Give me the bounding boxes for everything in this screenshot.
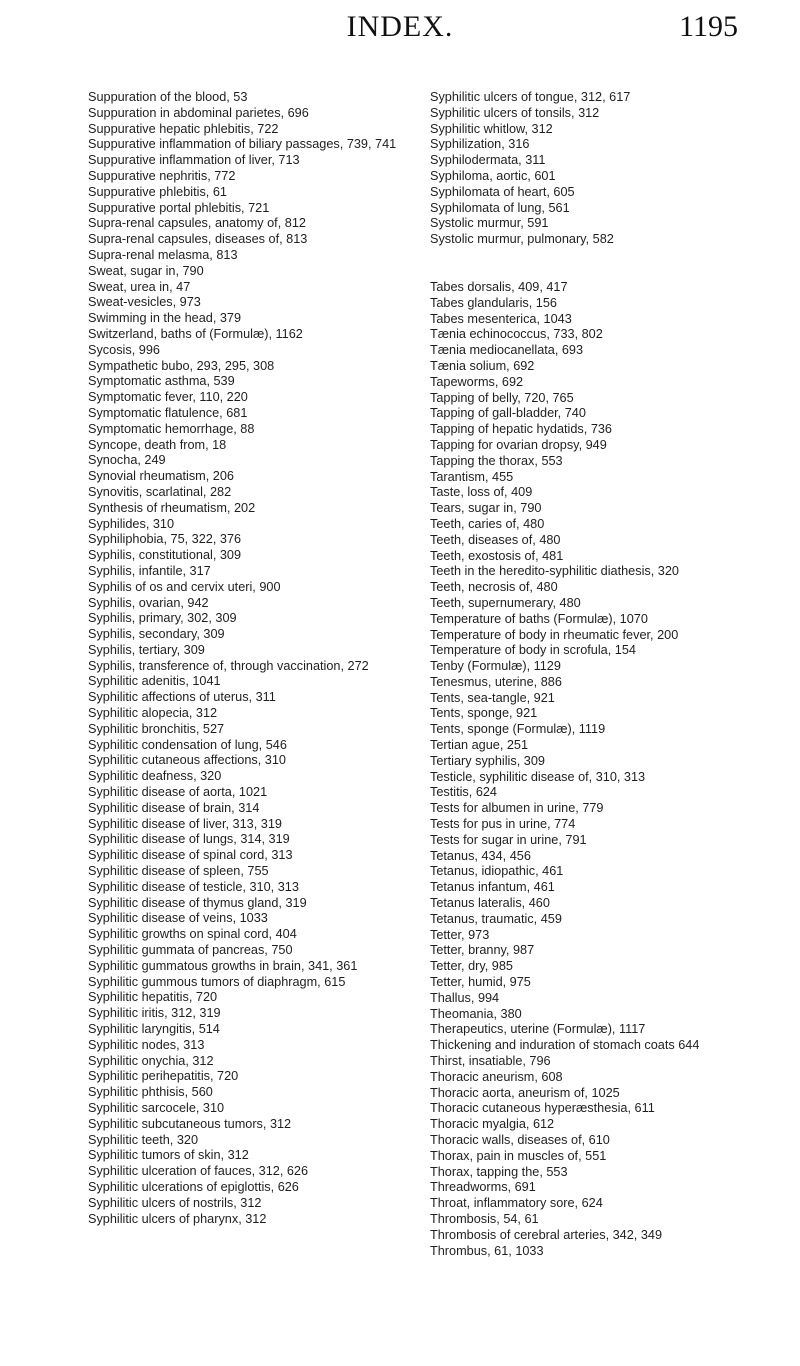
index-entry: Thoracic aneurism, 608 — [430, 1069, 563, 1084]
index-entry: Thorax, pain in muscles of, 551 — [430, 1148, 607, 1163]
index-entry: Syphilitic condensation of lung, 546 — [88, 737, 287, 752]
index-entry: Tapping for ovarian dropsy, 949 — [430, 437, 607, 452]
index-entry: Suppurative phlebitis, 61 — [88, 184, 227, 199]
index-entry: Tetanus, 434, 456 — [430, 848, 531, 863]
index-entry: Syphilitic disease of testicle, 310, 313 — [88, 879, 299, 894]
index-entry: Synocha, 249 — [88, 453, 166, 468]
index-entry: Suppurative inflammation of biliary passages, 739, 741 — [88, 137, 397, 152]
index-entry: Supra-renal melasma, 813 — [88, 247, 238, 262]
index-entry: Syphilitic growths on spinal cord, 404 — [88, 927, 297, 942]
index-entry: Tapping the thorax, 553 — [430, 453, 563, 468]
index-entry: Syphilitic disease of thymus gland, 319 — [88, 895, 307, 910]
index-entry: Syphilomata of lung, 561 — [430, 200, 570, 215]
index-entry: Syphilitic ulceration of fauces, 312, 626 — [88, 1164, 309, 1179]
index-entry: Syphilitic disease of spinal cord, 313 — [88, 848, 293, 863]
index-entry: Teeth, necrosis of, 480 — [430, 580, 558, 595]
index-entry: Syphilitic disease of veins, 1033 — [88, 911, 268, 926]
index-entry: Syphilides, 310 — [88, 516, 175, 531]
index-entry: Syphilitic cutaneous affections, 310 — [88, 753, 286, 768]
index-entry: Syphilis, ovarian, 942 — [88, 595, 209, 610]
index-entry: Syphilitic gummous tumors of diaphragm, 615 — [88, 974, 346, 989]
index-entry: Syphilitic gummata of pancreas, 750 — [88, 943, 293, 958]
index-entry: Synovitis, scarlatinal, 282 — [88, 484, 232, 499]
section-gap — [430, 248, 768, 280]
index-entry: Tests for pus in urine, 774 — [430, 817, 576, 832]
index-entry: Suppurative hepatic phlebitis, 722 — [88, 121, 279, 136]
index-entry: Symptomatic asthma, 539 — [88, 374, 235, 389]
index-entry: Tænia solium, 692 — [430, 358, 535, 373]
index-entry: Syphilis, tertiary, 309 — [88, 642, 205, 657]
index-entry: Syphilitic ulcers of tongue, 312, 617 — [430, 90, 631, 104]
index-entry: Systolic murmur, pulmonary, 582 — [430, 232, 614, 247]
index-entry: Syphiliphobia, 75, 322, 376 — [88, 532, 242, 547]
index-entry: Temperature of body in rheumatic fever, 200 — [430, 627, 679, 642]
index-entry: Tests for sugar in urine, 791 — [430, 832, 587, 847]
index-section-s — [430, 90, 768, 248]
index-entry: Syphilitic tumors of skin, 312 — [88, 1148, 249, 1163]
index-entry: Syphilitic ulcers of tonsils, 312 — [430, 105, 600, 120]
index-entry: Teeth, exostosis of, 481 — [430, 548, 564, 563]
index-entry: Syphilitic laryngitis, 514 — [88, 1022, 220, 1037]
index-column-left — [88, 90, 424, 1259]
index-entry: Syphilis of os and cervix uteri, 900 — [88, 579, 281, 594]
index-entry: Thallus, 994 — [430, 990, 500, 1005]
index-entry: Tapping of hepatic hydatids, 736 — [430, 422, 612, 437]
index-entry: Thoracic aorta, aneurism of, 1025 — [430, 1085, 620, 1100]
index-entry: Syphilis, secondary, 309 — [88, 627, 225, 642]
index-entry: Syphilitic ulcerations of epiglottis, 626 — [88, 1179, 299, 1194]
index-entry: Suppuration in abdominal parietes, 696 — [88, 105, 309, 120]
index-entry: Syphilitic ulcers of nostrils, 312 — [88, 1195, 262, 1210]
index-entry: Thirst, insatiable, 796 — [430, 1054, 551, 1069]
index-entry: Syphiloma, aortic, 601 — [430, 168, 556, 183]
index-entry: Syphilitic onychia, 312 — [88, 1053, 214, 1068]
index-entry: Temperature of body in scrofula, 154 — [430, 643, 636, 658]
index-entry: Syphilitic phthisis, 560 — [88, 1085, 213, 1100]
index-entry: Suppurative nephritis, 772 — [88, 168, 236, 183]
index-entry: Syphilitic gummatous growths in brain, 341, 361 — [88, 958, 358, 973]
index-entry: Tapping of belly, 720, 765 — [430, 390, 574, 405]
index-entry: Thorax, tapping the, 553 — [430, 1164, 568, 1179]
index-entry: Thrombus, 61, 1033 — [430, 1243, 544, 1258]
index-entry: Syphilis, constitutional, 309 — [88, 548, 242, 563]
index-entry: Teeth in the heredito-syphilitic diathesis, 320 — [430, 564, 679, 579]
index-column-right — [430, 90, 768, 1259]
index-entry: Synovial rheumatism, 206 — [88, 469, 234, 484]
page-header — [0, 10, 800, 46]
index-entry: Tapping of gall-bladder, 740 — [430, 406, 586, 421]
index-entry: Teeth, supernumerary, 480 — [430, 595, 581, 610]
index-entry: Tabes glandularis, 156 — [430, 295, 557, 310]
index-entry: Tapeworms, 692 — [430, 374, 524, 389]
index-entry: Thoracic walls, diseases of, 610 — [430, 1133, 610, 1147]
index-entry: Syphilitic perihepatitis, 720 — [88, 1069, 239, 1084]
index-entry: Suppurative portal phlebitis, 721 — [88, 200, 270, 215]
index-entry: Thrombosis of cerebral arteries, 342, 349 — [430, 1227, 663, 1242]
index-entry: Systolic murmur, 591 — [430, 216, 549, 231]
index-entry: Testicle, syphilitic disease of, 310, 313 — [430, 769, 646, 784]
index-entry: Syphilomata of heart, 605 — [430, 184, 575, 199]
index-entry: Symptomatic fever, 110, 220 — [88, 390, 248, 405]
index-entry: Sympathetic bubo, 293, 295, 308 — [88, 358, 275, 373]
index-entry: Sweat, sugar in, 790 — [88, 263, 204, 278]
index-entry: Tests for albumen in urine, 779 — [430, 801, 604, 816]
index-entry: Syncope, death from, 18 — [88, 437, 227, 452]
index-entry: Swimming in the head, 379 — [88, 311, 242, 326]
index-entry: Syphilitic disease of lungs, 314, 319 — [88, 832, 290, 847]
index-entry: Syphilitic ulcers of pharynx, 312 — [88, 1211, 267, 1226]
index-entry: Tenesmus, uterine, 886 — [430, 674, 562, 689]
index-entry: Tents, sponge (Formulæ), 1119 — [430, 722, 606, 737]
index-entry: Threadworms, 691 — [430, 1180, 536, 1195]
index-entry: Syphilitic affections of uterus, 311 — [88, 690, 276, 705]
index-entry: Syphilitic disease of brain, 314 — [88, 800, 260, 815]
index-entry: Tetanus lateralis, 460 — [430, 896, 550, 911]
index-entry: Synthesis of rheumatism, 202 — [88, 500, 256, 515]
index-entry: Temperature of baths (Formulæ), 1070 — [430, 611, 648, 626]
index-entry: Switzerland, baths of (Formulæ), 1162 — [88, 326, 303, 341]
index-entry: Tetanus, idiopathic, 461 — [430, 864, 564, 879]
index-entry: Supra-renal capsules, anatomy of, 812 — [88, 216, 306, 231]
index-entry: Thoracic myalgia, 612 — [430, 1117, 555, 1132]
index-entry: Syphilitic whitlow, 312 — [430, 121, 553, 136]
index-entry: Tarantism, 455 — [430, 469, 514, 484]
index-columns — [88, 90, 768, 1259]
index-entry: Tetter, branny, 987 — [430, 943, 535, 958]
index-entry: Tabes dorsalis, 409, 417 — [430, 279, 568, 294]
index-entry: Tetter, humid, 975 — [430, 975, 531, 990]
index-entry: Theomania, 380 — [430, 1006, 522, 1021]
index-entry: Syphilization, 316 — [430, 137, 530, 152]
index-entry: Syphilitic subcutaneous tumors, 312 — [88, 1116, 292, 1131]
index-entry: Syphilitic hepatitis, 720 — [88, 990, 218, 1005]
index-entry: Syphilitic deafness, 320 — [88, 769, 222, 784]
index-entry: Syphilitic alopecia, 312 — [88, 706, 218, 721]
index-entry: Syphilitic disease of spleen, 755 — [88, 864, 269, 879]
index-entry: Tetter, 973 — [430, 927, 490, 942]
index-entry: Throat, inflammatory sore, 624 — [430, 1196, 603, 1211]
index-entry: Thoracic cutaneous hyperæsthesia, 611 — [430, 1101, 655, 1116]
index-entry: Syphilitic iritis, 312, 319 — [88, 1006, 221, 1021]
index-entry: Tears, sugar in, 790 — [430, 501, 542, 516]
index-entry: Tetter, dry, 985 — [430, 959, 513, 974]
index-entry: Syphilis, transference of, through vaccination, 272 — [88, 658, 369, 673]
index-entry: Sycosis, 996 — [88, 342, 160, 357]
index-entry: Tenby (Formulæ), 1129 — [430, 659, 561, 674]
index-entry: Symptomatic hemorrhage, 88 — [88, 421, 255, 436]
index-entry: Syphilitic bronchitis, 527 — [88, 721, 225, 736]
index-entry: Tertian ague, 251 — [430, 738, 529, 753]
index-entry: Suppurative inflammation of liver, 713 — [88, 153, 300, 168]
index-entry: Tertiary syphilis, 309 — [430, 753, 545, 768]
index-entry: Sweat, urea in, 47 — [88, 279, 191, 294]
index-entry: Tabes mesenterica, 1043 — [430, 311, 572, 326]
index-entry: Therapeutics, uterine (Formulæ), 1117 — [430, 1022, 646, 1037]
index-entry: Tetanus infantum, 461 — [430, 880, 555, 895]
index-entry: Tents, sea-tangle, 921 — [430, 690, 555, 705]
index-entry: Tænia echinococcus, 733, 802 — [430, 327, 603, 342]
index-entry: Thrombosis, 54, 61 — [430, 1211, 539, 1226]
page-number: 1195 — [679, 10, 738, 43]
index-entry: Syphilitic disease of liver, 313, 319 — [88, 816, 282, 831]
index-entry: Tænia mediocanellata, 693 — [430, 343, 584, 358]
index-entry: Tents, sponge, 921 — [430, 706, 538, 721]
index-entry: Syphilitic sarcocele, 310 — [88, 1101, 225, 1115]
index-entry: Taste, loss of, 409 — [430, 485, 533, 500]
index-entry: Syphilitic nodes, 313 — [88, 1037, 205, 1052]
index-entry: Syphilis, primary, 302, 309 — [88, 611, 237, 626]
index-entry: Symptomatic flatulence, 681 — [88, 405, 248, 420]
index-entry: Teeth, caries of, 480 — [430, 516, 545, 531]
index-entry: Syphilitic teeth, 320 — [88, 1132, 199, 1147]
index-entry: Thickening and induration of stomach coats 644 — [430, 1038, 700, 1053]
index-entry: Syphilis, infantile, 317 — [88, 563, 211, 578]
index-section-t — [430, 280, 768, 1259]
index-entry: Syphilitic disease of aorta, 1021 — [88, 785, 268, 800]
index-entry: Suppuration of the blood, 53 — [88, 90, 248, 104]
index-entry: Teeth, diseases of, 480 — [430, 532, 561, 547]
index-entry: Tetanus, traumatic, 459 — [430, 911, 562, 926]
index-entry: Syphilitic adenitis, 1041 — [88, 674, 221, 689]
index-entry: Sweat-vesicles, 973 — [88, 295, 201, 310]
page-title: INDEX. — [346, 10, 454, 43]
index-entry: Testitis, 624 — [430, 785, 497, 800]
index-entry: Supra-renal capsules, diseases of, 813 — [88, 232, 308, 247]
index-entry: Syphilodermata, 311 — [430, 153, 546, 168]
